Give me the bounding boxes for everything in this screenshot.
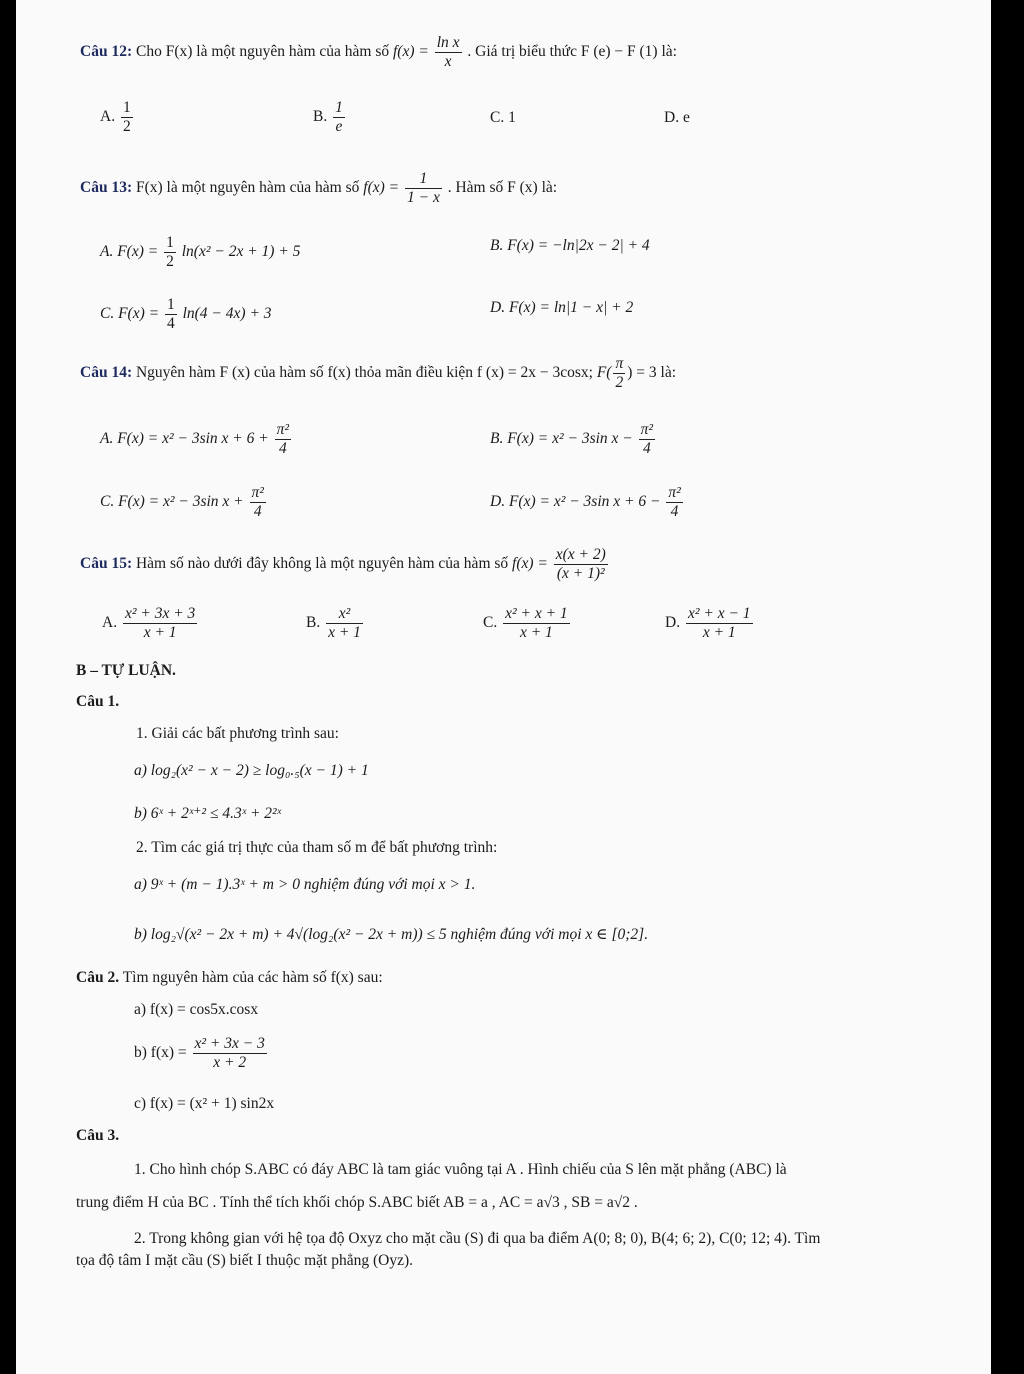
q14-option-a [100,421,293,458]
q14-cond-rhs: ) = 3 là: [627,364,677,382]
q15-opt-d-fraction [686,605,753,642]
q15-option-b [306,605,365,642]
q14-opt-c-den: 4 [253,503,262,520]
q13-func-fraction [405,170,442,207]
q14-opt-c-fraction [250,484,266,521]
q14-option-d [490,484,685,521]
q14-opt-b-pre: B. F(x) = x² − 3sin x − [490,430,633,448]
q12-text: Cho F(x) là một nguyên hàm của hàm số [135,43,390,61]
q13-opt-a-post: ln(x² − 2x + 1) + 5 [181,243,301,261]
q15-func-num: x(x + 2) [555,546,606,563]
q13-func-den: 1 − x [407,189,440,206]
q14-cond-lhs: F( [596,364,612,382]
q13-opt-a-pre: A. F(x) = [100,243,159,261]
q12-line [80,34,677,71]
q13-label: Câu 13: [80,179,133,197]
q15-opt-c-fraction [503,605,570,642]
q14-opt-a-pre: A. F(x) = x² − 3sin x + 6 + [100,430,269,448]
q14-opt-b-num: π² [640,421,654,438]
q15-text: Hàm số nào dưới đây không là một nguyên hàm của hàm số [135,555,509,573]
q13-text-b: . Hàm số F (x) là: [447,179,558,197]
q15-line [80,546,610,583]
q13-line [80,170,557,207]
c2-b-pre: b) f(x) = [134,1044,187,1062]
section-title: B – TỰ LUẬN. [76,662,176,679]
c1-part2: 2. Tìm các giá trị thực của tham số m để bất phương trình: [136,839,498,856]
c3-part2-line1: 2. Trong không gian với hệ tọa độ Oxyz cho mặt cầu (S) đi qua ba điểm A(0; 8; 0), B(4; 6; 2), C(0; 12; 4). Tìm [134,1230,821,1247]
q14-option-c [100,484,268,521]
q12-opt-b-num: 1 [335,99,343,116]
q15-opt-a-label: A. [102,614,118,632]
q15-opt-d-den: x + 1 [702,624,736,641]
q14-opt-a-fraction [275,421,291,458]
q13-opt-c-den: 4 [166,315,175,332]
q12-opt-a-fraction [121,99,133,136]
c1-part1-a: a) log₂(x² − x − 2) ≥ log₀.₅(x − 1) + 1 [134,762,369,779]
c2-title: Câu 2. [76,969,120,986]
q12-opt-a-den: 2 [122,118,131,135]
q12-option-c: C. 1 [490,109,516,126]
q14-cond-num: π [615,355,624,372]
q12-label: Câu 12: [80,43,133,61]
q15-label: Câu 15: [80,555,133,573]
q12-opt-b-label: B. [313,108,328,126]
q14-text: Nguyên hàm F (x) của hàm số f(x) thỏa mãn điều kiện f (x) = 2x − 3cosx; [135,364,593,382]
q15-func-den: (x + 1)² [556,565,605,582]
c2-line [76,968,383,988]
q13-func-num: 1 [405,170,442,189]
q13-opt-c-pre: C. F(x) = [100,305,160,323]
q15-opt-a-fraction [123,605,197,642]
q14-opt-a-den: 4 [278,440,287,457]
q15-opt-d-num: x² + x − 1 [687,605,751,622]
q12-func-lhs: f(x) = [392,43,429,61]
q13-option-a [100,234,300,271]
q15-opt-b-fraction [326,605,363,642]
c3-part2-line2: tọa độ tâm I mặt cầu (S) biết I thuộc mặt phẳng (Oyz). [76,1252,414,1269]
c3-part1-line2: trung điểm H của BC . Tính thể tích khối chóp S.ABC biết AB = a , AC = a√3 , SB = a√2 . [76,1194,638,1211]
q14-opt-d-fraction [666,484,682,521]
c3-part1-line1: 1. Cho hình chóp S.ABC có đáy ABC là tam giác vuông tại A . Hình chiếu của S lên mặt phẳng (ABC) là [134,1161,787,1178]
q15-opt-b-label: B. [306,614,321,632]
q14-cond-fraction [613,355,625,392]
c1-part2-a: a) 9ˣ + (m − 1).3ˣ + m > 0 nghiệm đúng với mọi x > 1. [134,876,476,893]
q15-opt-a-den: x + 1 [143,624,177,641]
c2-b-den: x + 2 [213,1054,247,1071]
q13-opt-a-den: 2 [166,253,174,270]
q12-option-b [313,99,347,136]
q13-opt-c-post: ln(4 − 4x) + 3 [182,305,272,323]
q15-option-c [483,605,572,642]
c2-text: Tìm nguyên hàm của các hàm số f(x) sau: [122,969,383,986]
q12-func-fraction [435,34,462,71]
q13-text: F(x) là một nguyên hàm của hàm số [135,179,360,197]
c1-part1-b: b) 6ˣ + 2ˣ⁺² ≤ 4.3ˣ + 2²ˣ [134,805,282,822]
q15-opt-c-label: C. [483,614,498,632]
q13-option-b: B. F(x) = −ln|2x − 2| + 4 [490,237,650,254]
q15-func-fraction [554,546,608,583]
q15-opt-c-den: x + 1 [519,624,553,641]
q12-opt-b-den: e [335,118,343,135]
q14-opt-d-num: π² [668,484,681,501]
c2-b-num: x² + 3x − 3 [194,1035,265,1052]
q15-option-d [665,605,755,642]
q13-option-c [100,296,272,333]
c1-title: Câu 1. [76,693,120,710]
c1-part1: 1. Giải các bất phương trình sau: [136,725,339,742]
q13-option-d: D. F(x) = ln|1 − x| + 2 [490,299,634,316]
q13-opt-c-num: 1 [166,296,175,313]
q13-opt-a-num: 1 [166,234,174,251]
q15-opt-d-label: D. [665,614,681,632]
q12-option-d: D. e [664,109,690,126]
c2-a: a) f(x) = cos5x.cosx [134,1001,259,1018]
q12-option-a [100,99,135,136]
q14-opt-b-den: 4 [642,440,651,457]
c1-part2-b: b) log₂√(x² − 2x + m) + 4√(log₂(x² − 2x + m)) ≤ 5 nghiệm đúng với mọi x ∈ [0;2]. [134,926,649,943]
q14-opt-a-num: π² [276,421,290,438]
q14-option-b [490,421,657,458]
c2-c: c) f(x) = (x² + 1) sin2x [134,1095,275,1112]
q14-opt-c-pre: C. F(x) = x² − 3sin x + [100,493,244,511]
q12-opt-a-num: 1 [122,99,131,116]
q14-opt-d-pre: D. F(x) = x² − 3sin x + 6 − [490,493,661,511]
q13-opt-c-fraction [165,296,177,333]
c2-b-fraction [193,1035,267,1072]
q15-opt-c-num: x² + x + 1 [505,605,568,622]
q12-text-b: . Giá trị biểu thức F (e) − F (1) là: [467,43,677,61]
q15-func-lhs: f(x) = [512,555,548,573]
q12-opt-b-fraction [333,99,345,136]
q12-func-den: x [444,53,452,70]
q13-func-lhs: f(x) = [363,179,400,197]
q14-label: Câu 14: [80,364,133,382]
c3-title: Câu 3. [76,1127,120,1144]
q13-opt-a-fraction [164,234,176,271]
q15-opt-b-den: x + 1 [328,624,361,641]
q15-opt-b-num: x² [326,605,363,624]
q15-opt-a-num: x² + 3x + 3 [124,605,196,622]
q12-opt-a-label: A. [100,108,116,126]
q14-line [80,355,676,392]
q14-opt-b-fraction [639,421,655,458]
q14-cond-den: 2 [615,374,624,391]
c2-b [134,1035,269,1072]
q15-option-a [102,605,199,642]
q14-opt-d-den: 4 [670,503,679,520]
q14-opt-c-num: π² [251,484,264,501]
q12-func-num: ln x [436,34,460,51]
